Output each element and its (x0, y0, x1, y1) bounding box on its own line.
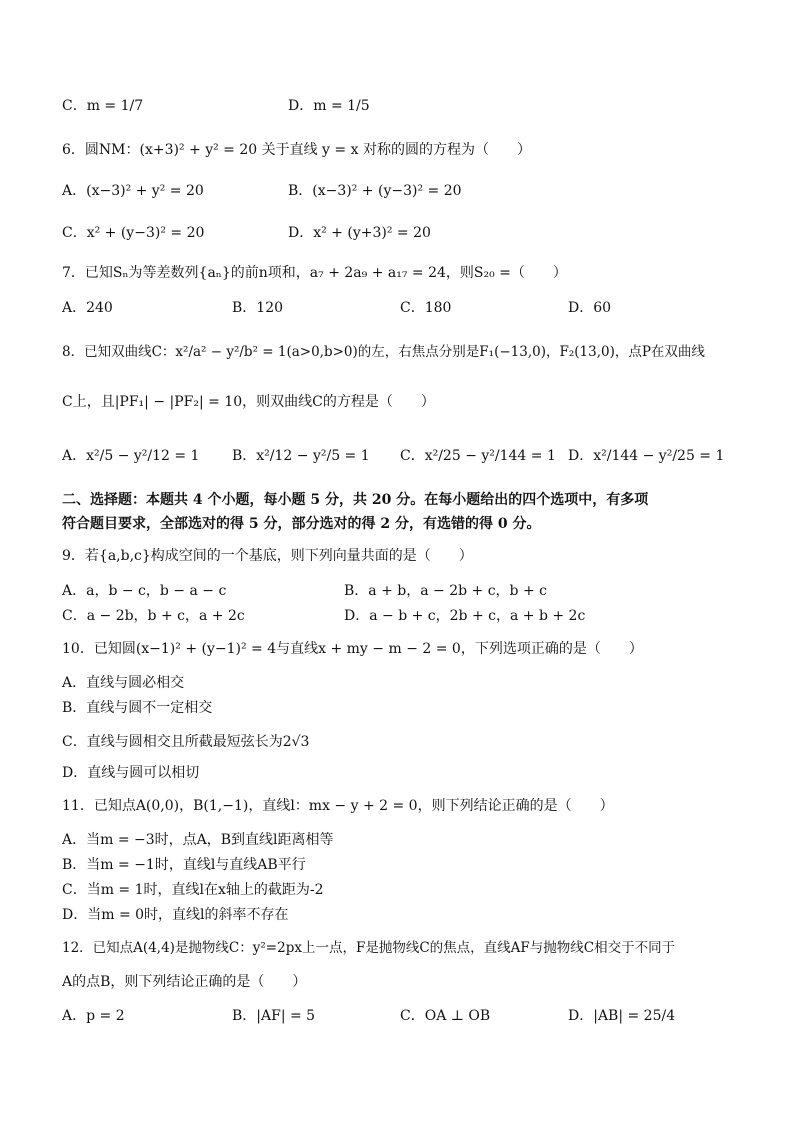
question-9: 9．若{a,b,c}构成空间的一个基底，则下列向量共面的是（ ） (62, 548, 473, 564)
section-2-heading-line-1: 二、选择题：本题共 4 个小题，每小题 5 分，共 20 分。在每小题给出的四个选项中，有多项 (62, 492, 649, 508)
q8-option-b: B．x²/12 − y²/5 = 1 (232, 448, 370, 464)
q12-option-a: A．p = 2 (62, 1008, 125, 1024)
question-7: 7．已知Sₙ为等差数列{aₙ}的前n项和，a₇ + 2a₉ + a₁₇ = 24，则S₂₀ =（ ） (62, 265, 567, 281)
question-12-line-2: A的点B，则下列结论正确的是（ ） (62, 974, 307, 990)
q12-option-d: D．|AB| = 25/4 (568, 1008, 676, 1024)
question-12-line-1: 12．已知点A(4,4)是抛物线C：y²=2px上一点，F是抛物线C的焦点，直线AF与抛物线C相交于不同于 (62, 940, 676, 956)
q8-option-d: D．x²/144 − y²/25 = 1 (568, 448, 725, 464)
q6-option-c: C．x² + (y−3)² = 20 (62, 225, 205, 241)
q12-option-b: B．|AF| = 5 (232, 1008, 316, 1024)
q9-option-b: B．a + b，a − 2b + c，b + c (344, 583, 547, 599)
q6-option-b: B．(x−3)² + (y−3)² = 20 (288, 183, 462, 199)
q11-option-d: D．当m = 0时，直线l的斜率不存在 (62, 907, 289, 923)
q8-option-c: C．x²/25 − y²/144 = 1 (400, 448, 556, 464)
q9-option-d: D．a − b + c，2b + c，a + b + 2c (344, 608, 586, 624)
question-11: 11．已知点A(0,0)，B(1,−1)，直线l：mx − y + 2 = 0，则下列结论正确的是（ ） (62, 798, 614, 814)
q10-option-c: C．直线与圆相交且所截最短弦长为2√3 (62, 734, 310, 750)
q7-option-b: B．120 (232, 300, 284, 316)
q9-option-c: C．a − 2b，b + c，a + 2c (62, 608, 245, 624)
q11-option-a: A．当m = −3时，点A，B到直线l距离相等 (62, 832, 334, 848)
q11-option-c: C．当m = 1时，直线l在x轴上的截距为-2 (62, 882, 324, 898)
section-2-heading-line-2: 符合题目要求，全部选对的得 5 分，部分选对的得 2 分，有选错的得 0 分。 (62, 516, 541, 532)
question-6: 6．圆NM：(x+3)² + y² = 20 关于直线 y = x 对称的圆的方程为（ ） (62, 142, 531, 158)
q7-option-d: D．60 (568, 300, 612, 316)
q7-option-c: C．180 (400, 300, 452, 316)
question-8-line-1: 8．已知双曲线C：x²/a² − y²/b² = 1(a>0,b>0)的左，右焦点分别是F₁(−13,0)，F₂(13,0)，点P在双曲线 (62, 344, 705, 360)
q5-option-d: D．m = 1/5 (288, 98, 370, 114)
q9-option-a: A．a，b − c，b − a − c (62, 583, 227, 599)
q6-option-d: D．x² + (y+3)² = 20 (288, 225, 431, 241)
q6-option-a: A．(x−3)² + y² = 20 (62, 183, 204, 199)
q5-option-c: C．m = 1/7 (62, 98, 144, 114)
q10-option-b: B．直线与圆不一定相交 (62, 700, 213, 716)
question-10: 10．已知圆(x−1)² + (y−1)² = 4与直线x + my − m − 2 = 0，下列选项正确的是（ ） (62, 641, 643, 657)
q10-option-a: A．直线与圆必相交 (62, 675, 185, 691)
q12-option-c: C．OA ⊥ OB (400, 1008, 491, 1024)
q8-option-a: A．x²/5 − y²/12 = 1 (62, 448, 200, 464)
q10-option-d: D．直线与圆可以相切 (62, 765, 200, 781)
question-8-line-2: C上，且|PF₁| − |PF₂| = 10，则双曲线C的方程是（ ） (62, 394, 435, 410)
q11-option-b: B．当m = −1时，直线l与直线AB平行 (62, 857, 306, 873)
q7-option-a: A．240 (62, 300, 113, 316)
